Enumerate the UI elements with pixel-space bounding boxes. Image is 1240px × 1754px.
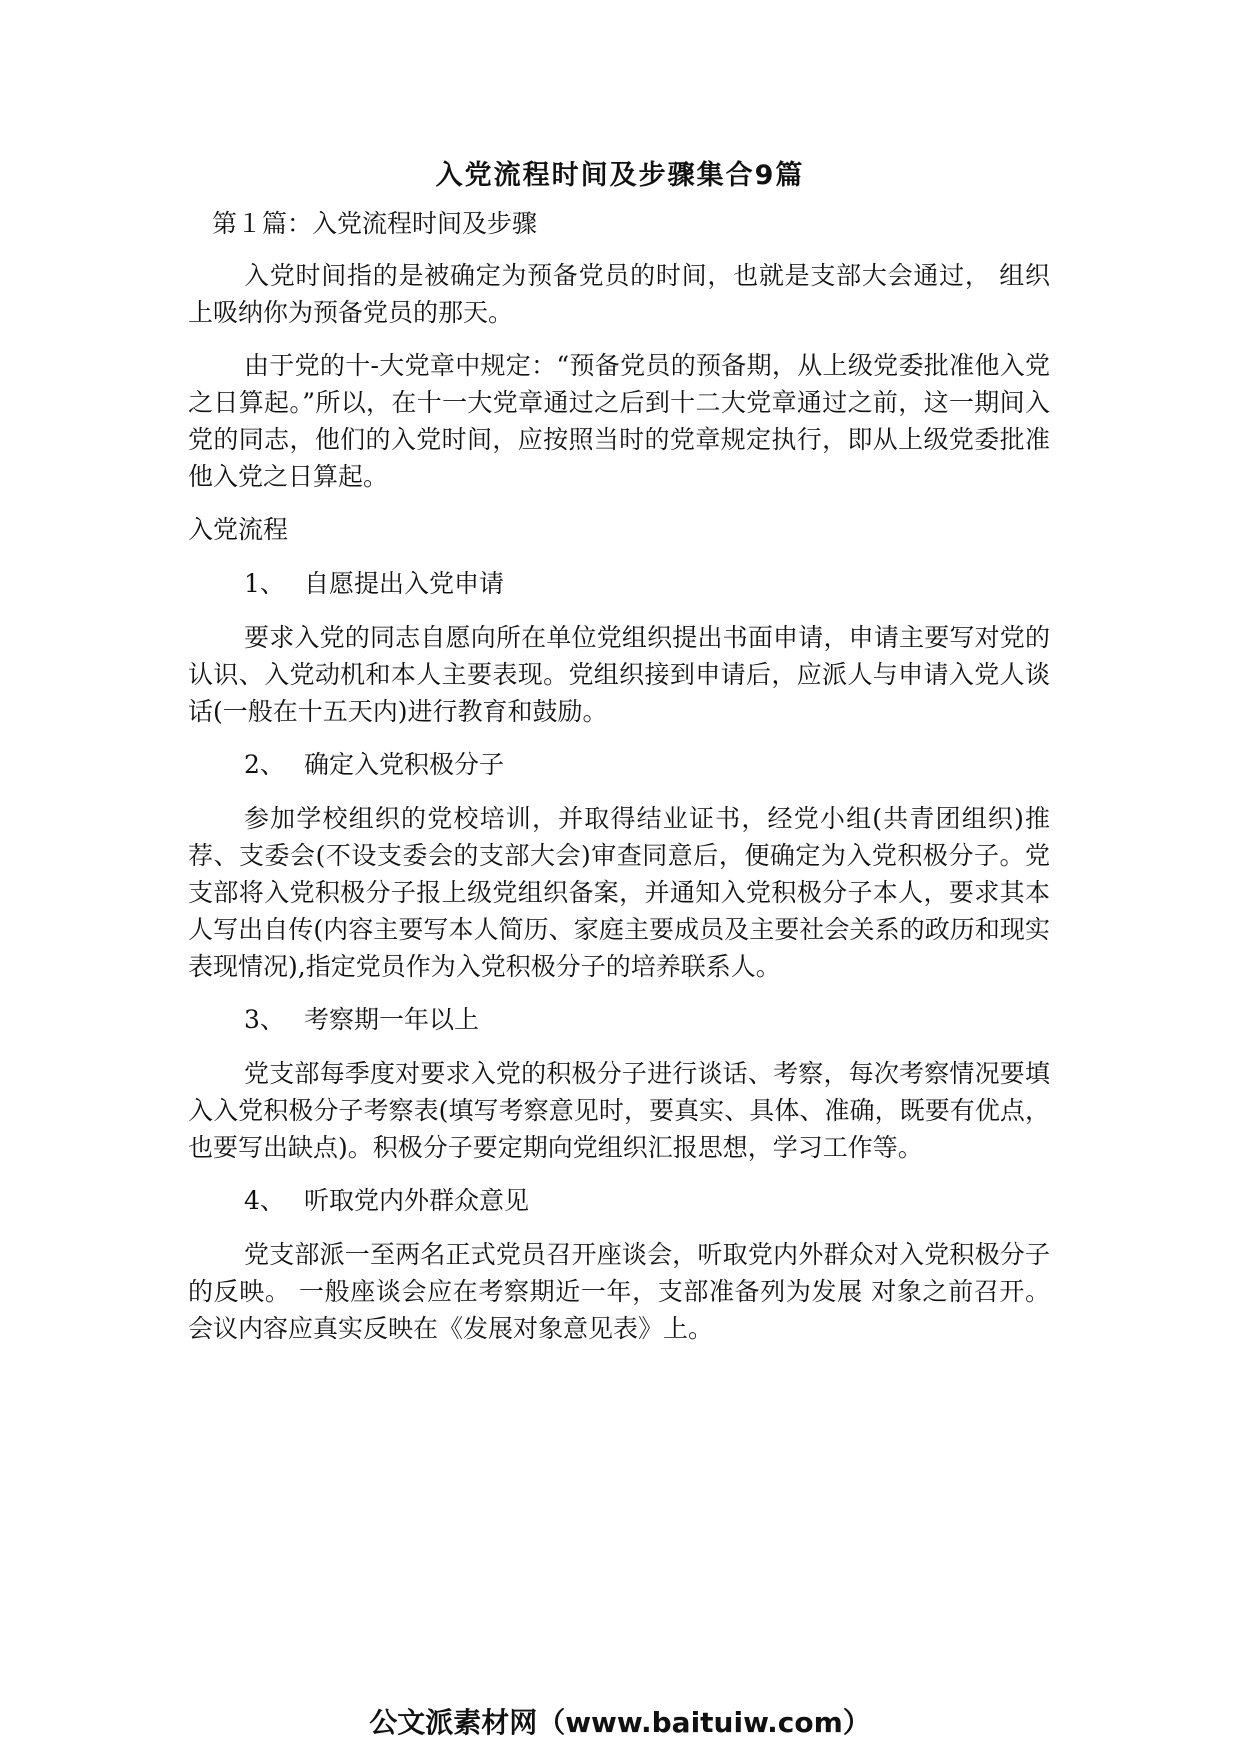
step-title: 确定入党积极分子 <box>304 750 505 779</box>
intro-paragraph-1: 入党时间指的是被确定为预备党员的时间，也就是支部大会通过， 组织上吸纳你为预备党员的那天。 <box>188 261 1050 327</box>
document-body <box>188 205 1050 1363</box>
footer-source: 公文派素材网（www.baituiw.com） <box>369 1706 871 1739</box>
step-number: 2、 <box>244 750 285 779</box>
step-heading-2 <box>188 746 1050 783</box>
step-title: 听取党内外群众意见 <box>304 1186 530 1215</box>
step-number: 4、 <box>244 1186 285 1215</box>
step-paragraph-3: 党支部每季度对要求入党的积极分子进行谈话、考察，每次考察情况要填入入党积极分子考察表(填写考察意见时，要真实、具体、准确，既要有优点，也要写出缺点)。积极分子要定期向党组织汇报思想，学习工作等。 <box>188 1059 1050 1162</box>
document-title: 入党流程时间及步骤集合9篇 <box>435 160 805 191</box>
step-heading-3 <box>188 1001 1050 1038</box>
step-title: 考察期一年以上 <box>304 1005 480 1034</box>
step-title: 自愿提出入党申请 <box>304 569 505 598</box>
step-paragraph-2: 参加学校组织的党校培训，并取得结业证书，经党小组(共青团组织)推荐、支委会(不设支委会的支部大会)审查同意后，便确定为入党积极分子。党支部将入党积极分子报上级党组织备案，并通知入党积极分子本人，要求其本人写出自传(内容主要写本人简历、家庭主要成员及主要社会关系的政历和现实表现情况),指定党员作为入党积极分子的培养联系人。 <box>188 804 1050 981</box>
step-paragraph-4: 党支部派一至两名正式党员召开座谈会，听取党内外群众对入党积极分子的反映。 一般座谈会应在考察期近一年，支部准备列为发展 对象之前召开。会议内容应真实反映在《发展对象意见表》上。 <box>188 1240 1050 1343</box>
step-paragraph-1: 要求入党的同志自愿向所在单位党组织提出书面申请，申请主要写对党的认识、入党动机和本人主要表现。党组织接到申请后，应派人与申请入党人谈话(一般在十五天内)进行教育和鼓励。 <box>188 623 1050 726</box>
intro-paragraph-2: 由于党的十-大党章中规定：“预备党员的预备期，从上级党委批准他入党之日算起。”所以，在十一大党章通过之后到十二大党章通过之前，这一期间入党的同志，他们的入党时间，应按照当时的党章规定执行，即从上级党委批准他入党之日算起。 <box>188 351 1050 491</box>
step-heading-1 <box>188 565 1050 602</box>
step-number: 3、 <box>244 1005 285 1034</box>
step-number: 1、 <box>244 569 285 598</box>
section-label: 入党流程 <box>188 515 289 544</box>
step-heading-4 <box>188 1182 1050 1219</box>
chapter-heading: 第１篇：入党流程时间及步骤 <box>212 209 538 238</box>
